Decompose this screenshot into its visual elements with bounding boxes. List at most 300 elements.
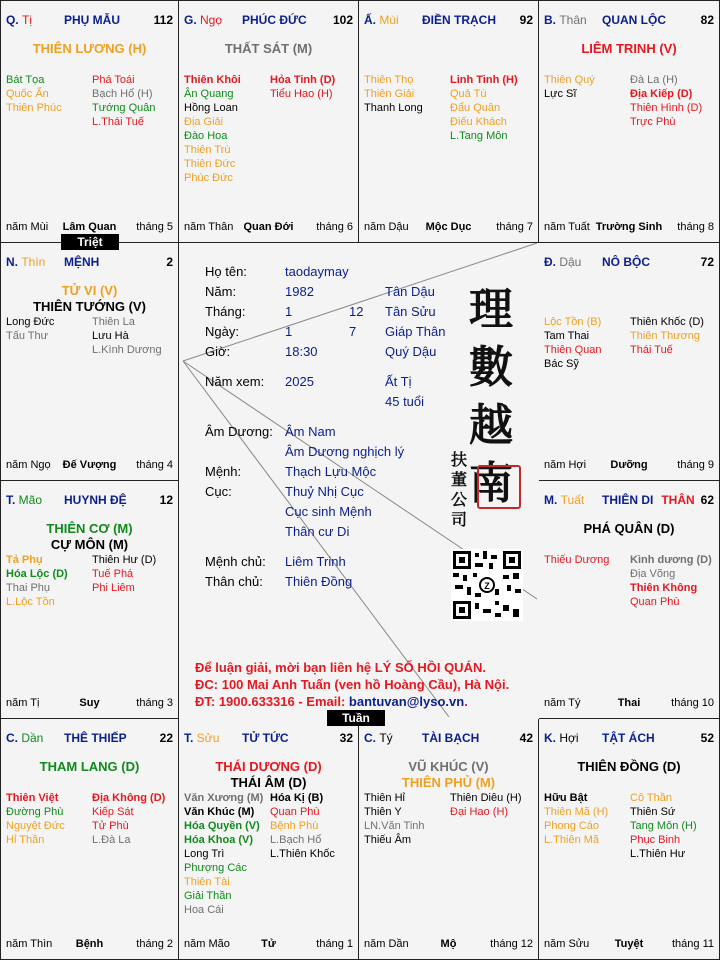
palace-footer xyxy=(6,697,173,711)
palace-month: tháng 7 xyxy=(496,221,533,233)
minor-star: Bát Tọa xyxy=(6,74,45,86)
minor-star: Thiên Quý xyxy=(544,74,595,86)
palace-header xyxy=(6,493,173,509)
palace-phase: Quan Đới xyxy=(243,221,294,233)
palace-header xyxy=(184,13,353,29)
minor-star: Quốc Ấn xyxy=(6,88,49,100)
palace-number: 92 xyxy=(519,13,533,27)
palace-2[interactable] xyxy=(359,1,539,243)
minor-star: Hóa Quyền (V) xyxy=(184,820,260,832)
palace-stem: Đ. xyxy=(544,255,560,269)
minor-star: Thai Phụ xyxy=(6,582,51,594)
minor-star: Thiên Giải xyxy=(364,88,415,100)
palace-phase: Suy xyxy=(79,697,100,709)
palace-branch xyxy=(364,731,393,745)
palace-number: 72 xyxy=(700,255,714,269)
palace-1[interactable] xyxy=(179,1,359,243)
palace-footer xyxy=(6,459,173,473)
contact-phone: ĐT: 1900.633316 - Email: xyxy=(195,694,349,709)
palace-stem: M. xyxy=(544,493,561,507)
good-stars-column xyxy=(364,791,448,847)
palace-year: năm Dậu xyxy=(364,221,409,233)
minor-star: Thiên Mã (H) xyxy=(544,806,609,818)
palace-header xyxy=(544,493,714,509)
palace-stem: C. xyxy=(6,731,22,745)
palace-footer xyxy=(544,938,714,952)
menh-value: Thạch Lựu Mộc xyxy=(285,464,377,479)
tuoi-value: 45 tuổi xyxy=(385,394,425,409)
minor-star: Tang Môn (H) xyxy=(630,820,697,832)
palace-name: THIÊN DI THÂN xyxy=(602,493,695,507)
palace-branch xyxy=(364,13,399,27)
calligraphy-small-4: 司 xyxy=(451,510,468,529)
main-star: THIÊN CƠ (M) xyxy=(46,521,133,536)
minor-star: Phượng Các xyxy=(184,862,247,874)
contact-period: . xyxy=(464,694,468,709)
minor-star: Kình dương (D) xyxy=(630,554,712,566)
nam-value: 1982 xyxy=(285,284,314,299)
palace-phase: Bệnh xyxy=(75,938,104,950)
nam-label: Năm: xyxy=(205,284,237,299)
palace-year: năm Hợi xyxy=(544,459,587,471)
palace-name: TỬ TỨC xyxy=(242,731,289,745)
gio-value: 18:30 xyxy=(285,344,318,359)
minor-star: Quả Tú xyxy=(450,88,487,100)
than-chu-value: Thiên Đồng xyxy=(285,574,353,589)
minor-star: Kiếp Sát xyxy=(92,806,134,818)
calligraphy-small-1: 扶 xyxy=(451,450,468,469)
palace-header xyxy=(364,731,533,747)
bad-stars-column xyxy=(630,315,714,357)
palace-7[interactable] xyxy=(539,481,719,719)
minor-star: Tấu Thư xyxy=(6,330,49,342)
main-star: THÁI DƯƠNG (D) xyxy=(215,759,322,774)
palace-branch-name: Mùi xyxy=(379,13,399,27)
palace-footer xyxy=(364,221,533,235)
calligraphy-char-1: 理 xyxy=(469,284,513,335)
palace-year: năm Thân xyxy=(184,221,234,233)
palace-branch xyxy=(544,255,581,269)
minor-star: Phục Binh xyxy=(630,834,681,846)
palace-branch xyxy=(6,13,32,27)
minor-star: Thiên Sứ xyxy=(630,806,676,818)
palace-5[interactable] xyxy=(539,243,719,481)
good-stars-column xyxy=(544,315,628,371)
minor-star: Đại Hao (H) xyxy=(450,806,509,818)
minor-star: Thiên Khôi xyxy=(184,74,241,86)
palace-number: 22 xyxy=(159,731,173,745)
menh-chu-label: Mệnh chủ: xyxy=(205,554,266,569)
palace-8[interactable] xyxy=(1,719,179,959)
good-stars-column xyxy=(6,73,90,115)
ngay-can-chi: Giáp Thân xyxy=(385,324,446,339)
minor-star: Quan Phù xyxy=(630,596,680,608)
palace-number: 52 xyxy=(700,731,714,745)
good-stars-column xyxy=(544,553,628,567)
tuan-badge: Tuần xyxy=(327,710,385,726)
palace-stem: K. xyxy=(544,731,560,745)
triet-badge: Triệt xyxy=(61,234,119,250)
palace-header xyxy=(184,731,353,747)
palace-6[interactable] xyxy=(1,481,179,719)
minor-star: Đẩu Quân xyxy=(450,102,501,114)
palace-stem: G. xyxy=(184,13,201,27)
minor-star: L.Thái Tuế xyxy=(92,116,144,128)
palace-month: tháng 1 xyxy=(316,938,353,950)
minor-star: Long Đức xyxy=(6,316,55,328)
minor-star: Thiếu Dương xyxy=(544,554,610,566)
seal-stamp xyxy=(477,465,521,509)
palace-footer xyxy=(544,697,714,711)
palace-phase: Trường Sinh xyxy=(595,221,663,233)
minor-star: Hỉ Thần xyxy=(6,834,45,846)
palace-4[interactable] xyxy=(1,243,179,481)
palace-name: TẬT ÁCH xyxy=(602,731,655,745)
palace-branch-name: Mão xyxy=(18,493,43,507)
nam-xem-label: Năm xem: xyxy=(205,374,265,389)
palace-branch-name: Tý xyxy=(379,731,393,745)
minor-star: Tuế Phá xyxy=(92,568,134,580)
menh-chu-value: Liêm Trinh xyxy=(285,554,346,569)
palace-stem: C. xyxy=(364,731,380,745)
minor-star: Bệnh Phù xyxy=(270,820,319,832)
minor-star: Thiên Việt xyxy=(6,792,59,804)
palace-phase: Tử xyxy=(261,938,276,950)
minor-star: Phi Liêm xyxy=(92,582,135,594)
calligraphy-small-3: 公 xyxy=(451,490,468,509)
palace-branch xyxy=(544,493,584,507)
palace-branch-name: Tị xyxy=(22,13,33,27)
qr-code[interactable] xyxy=(451,549,523,621)
minor-star: Thiên Quan xyxy=(544,344,602,356)
palace-header xyxy=(6,731,173,747)
minor-star: Địa Kiếp (D) xyxy=(630,88,693,100)
bad-stars-column xyxy=(630,73,714,129)
minor-star: Tử Phù xyxy=(92,820,129,832)
minor-star: Thiên Tài xyxy=(184,876,230,888)
palace-name: NÔ BỘC xyxy=(602,255,650,269)
minor-star: Hữu Bật xyxy=(544,792,588,804)
palace-number: 42 xyxy=(519,731,533,745)
palace-branch-name: Sửu xyxy=(196,731,220,745)
palace-branch-name: Tuất xyxy=(560,493,585,507)
palace-phase: Lâm Quan xyxy=(62,221,117,233)
am-duong-note: Âm Dương nghịch lý xyxy=(285,444,405,459)
good-stars-column xyxy=(544,791,628,847)
minor-star: Lưu Hà xyxy=(92,330,129,342)
calligraphy-small-2: 董 xyxy=(451,470,468,489)
palace-month: tháng 10 xyxy=(671,697,714,709)
main-star: THIÊN ĐỒNG (D) xyxy=(577,759,681,774)
contact-line-3 xyxy=(195,694,468,709)
palace-name: ĐIỀN TRẠCH xyxy=(422,13,496,27)
palace-month: tháng 12 xyxy=(490,938,533,950)
palace-name: THÊ THIẾP xyxy=(64,731,127,745)
minor-star: Đào Hoa xyxy=(184,130,228,142)
palace-name-extra: THÂN xyxy=(661,493,695,507)
cuc-note-1: Cục sinh Mệnh xyxy=(285,504,372,519)
minor-star: Địa Giải xyxy=(184,116,224,128)
thang-label: Tháng: xyxy=(205,304,246,319)
minor-star: Thiên Khốc (D) xyxy=(630,316,704,328)
minor-star: Phong Cáo xyxy=(544,820,600,832)
palace-branch xyxy=(544,731,579,745)
minor-star: Tam Thai xyxy=(544,330,590,342)
palace-number: 32 xyxy=(339,731,353,745)
minor-star: Linh Tinh (H) xyxy=(450,74,518,86)
minor-star: Thiên Hình (D) xyxy=(630,102,703,114)
palace-header xyxy=(6,255,173,271)
contact-email-link[interactable]: bantuvan@lyso.vn xyxy=(348,694,465,709)
main-star: THÁI ÂM (D) xyxy=(230,775,307,790)
bad-stars-column xyxy=(630,791,714,861)
minor-star: Trực Phù xyxy=(630,116,676,128)
calligraphy-char-3: 越 xyxy=(469,400,513,451)
bad-stars-column xyxy=(270,73,354,101)
palace-number: 12 xyxy=(159,493,173,507)
palace-month: tháng 4 xyxy=(136,459,173,471)
palace-branch-name: Thân xyxy=(559,13,587,27)
palace-branch xyxy=(184,13,222,27)
bad-stars-column xyxy=(450,73,534,143)
minor-star: Phá Toái xyxy=(92,74,135,86)
palace-number: 62 xyxy=(700,493,714,507)
main-star: TỬ VI (V) xyxy=(61,283,118,298)
minor-star: LN.Văn Tinh xyxy=(364,820,425,832)
minor-star: Lực Sĩ xyxy=(544,88,577,100)
palace-name: HUYNH ĐỆ xyxy=(64,493,127,507)
cuc-label: Cục: xyxy=(205,484,232,499)
good-stars-column xyxy=(544,73,628,101)
palace-branch-name: Dậu xyxy=(559,255,582,269)
palace-number: 2 xyxy=(166,255,173,269)
palace-year: năm Mùi xyxy=(6,221,49,233)
minor-star: L.Thiên Hư xyxy=(630,848,686,860)
palace-header xyxy=(544,731,714,747)
minor-star: Giải Thần xyxy=(184,890,232,902)
palace-header xyxy=(6,13,173,29)
calligraphy-char-2: 數 xyxy=(469,342,513,393)
minor-star: Bác Sỹ xyxy=(544,358,579,370)
main-star: THIÊN TƯỚNG (V) xyxy=(33,299,146,314)
minor-star: Thiên Y xyxy=(364,806,402,818)
palace-phase: Đế Vượng xyxy=(62,459,117,471)
palace-footer xyxy=(184,221,353,235)
am-duong-value: Âm Nam xyxy=(285,424,336,439)
palace-month: tháng 3 xyxy=(136,697,173,709)
minor-star: Thanh Long xyxy=(364,102,423,114)
minor-star: Hóa Lộc (D) xyxy=(6,568,68,580)
palace-phase: Mộ xyxy=(440,938,457,950)
minor-star: Thiên Thương xyxy=(630,330,701,342)
palace-number: 82 xyxy=(700,13,714,27)
palace-branch xyxy=(6,731,43,745)
minor-star: Thái Tuế xyxy=(630,344,673,356)
palace-number: 112 xyxy=(153,13,173,27)
minor-star: Tiểu Hao (H) xyxy=(270,88,333,100)
palace-phase: Tuyệt xyxy=(614,938,644,950)
minor-star: L.Tang Môn xyxy=(450,130,508,142)
minor-star: Hoa Cái xyxy=(184,904,224,916)
minor-star: Quan Phù xyxy=(270,806,320,818)
minor-star: Tướng Quân xyxy=(92,102,156,114)
palace-stem: Q. xyxy=(6,13,23,27)
main-star: THIÊN PHỦ (M) xyxy=(401,775,496,790)
palace-name: PHỤ MẪU xyxy=(64,13,120,27)
minor-star: Phúc Đức xyxy=(184,172,233,184)
main-star: LIÊM TRINH (V) xyxy=(581,41,677,56)
minor-star: Địa Võng xyxy=(630,568,676,580)
good-stars-column xyxy=(364,73,448,115)
palace-header xyxy=(364,13,533,29)
palace-month: tháng 8 xyxy=(677,221,714,233)
minor-star: Cô Thần xyxy=(630,792,672,804)
palace-name: PHÚC ĐỨC xyxy=(242,13,307,27)
center-info-panel xyxy=(179,243,537,717)
bad-stars-column xyxy=(92,315,176,357)
palace-branch xyxy=(6,493,42,507)
minor-star: Điếu Khách xyxy=(450,116,507,128)
palace-year: năm Dần xyxy=(364,938,409,950)
palace-year: năm Tị xyxy=(6,697,40,709)
palace-10[interactable] xyxy=(359,719,539,959)
good-stars-column xyxy=(6,791,90,847)
minor-star: Thiên Hư (D) xyxy=(92,554,157,566)
minor-star: Thiên Trù xyxy=(184,144,231,156)
palace-stem: N. xyxy=(6,255,22,269)
palace-3[interactable] xyxy=(539,1,719,243)
palace-branch xyxy=(184,731,219,745)
palace-stem: T. xyxy=(184,731,197,745)
minor-star: Thiên Phúc xyxy=(6,102,62,114)
palace-name: TÀI BẠCH xyxy=(422,731,480,745)
palace-footer xyxy=(544,221,714,235)
bad-stars-column xyxy=(92,791,176,847)
minor-star: Nguyệt Đức xyxy=(6,820,65,832)
palace-9[interactable] xyxy=(179,719,359,959)
ngay-label: Ngày: xyxy=(205,324,239,339)
palace-year: năm Thìn xyxy=(6,938,53,950)
than-chu-label: Thân chủ: xyxy=(205,574,263,589)
bad-stars-column xyxy=(92,73,176,129)
calligraphy-char-4: 南 xyxy=(469,458,513,509)
palace-stem: B. xyxy=(544,13,560,27)
minor-star: Văn Xương (M) xyxy=(184,792,264,804)
palace-branch-name: Ngọ xyxy=(200,13,223,27)
palace-branch xyxy=(6,255,45,269)
minor-star: Địa Không (D) xyxy=(92,792,166,804)
palace-month: tháng 6 xyxy=(316,221,353,233)
palace-year: năm Ngọ xyxy=(6,459,51,471)
minor-star: Thiên Không xyxy=(630,582,698,594)
palace-stem: T. xyxy=(6,493,19,507)
cuc-value: Thuỷ Nhị Cục xyxy=(285,484,364,499)
minor-star: Hồng Loan xyxy=(184,102,238,114)
good-stars-column xyxy=(6,315,90,343)
palace-year: năm Tý xyxy=(544,697,581,709)
minor-star: L.Đà La xyxy=(92,834,131,846)
minor-star: Đà La (H) xyxy=(630,74,678,86)
ngay-am: 7 xyxy=(349,324,357,339)
gio-label: Giờ: xyxy=(205,344,231,359)
minor-star: Đường Phù xyxy=(6,806,64,818)
palace-header xyxy=(544,255,714,271)
palace-year: năm Mão xyxy=(184,938,230,950)
nam-xem-value: 2025 xyxy=(285,374,314,389)
minor-star: Hóa Kị (B) xyxy=(270,792,324,804)
am-duong-label: Âm Dương: xyxy=(205,424,273,439)
palace-11[interactable] xyxy=(539,719,719,959)
palace-number: 102 xyxy=(332,13,353,27)
minor-star: L.Thiên Mã xyxy=(544,834,600,846)
good-stars-column xyxy=(184,791,268,917)
cuc-note-2: Thân cư Di xyxy=(285,524,350,539)
palace-month: tháng 11 xyxy=(671,938,714,950)
main-star: THAM LANG (D) xyxy=(39,759,140,774)
palace-footer xyxy=(6,221,173,235)
bad-stars-column xyxy=(92,553,176,595)
nam-xem-can-chi: Ất Tị xyxy=(385,374,412,389)
minor-star: Thiên Diêu (H) xyxy=(450,792,522,804)
palace-footer xyxy=(544,459,714,473)
palace-month: tháng 5 xyxy=(136,221,173,233)
palace-phase: Thai xyxy=(617,697,641,709)
contact-line-1: Để luận giải, mời bạn liên hệ LÝ SỐ HỒI QUÁN. xyxy=(195,660,486,675)
thang-am: 12 xyxy=(349,304,364,319)
palace-phase: Mộc Dục xyxy=(425,221,472,233)
minor-star: Văn Khúc (M) xyxy=(184,806,255,818)
good-stars-column xyxy=(184,73,268,185)
minor-star: Ân Quang xyxy=(184,88,234,100)
palace-name: QUAN LỘC xyxy=(602,13,666,27)
palace-0[interactable] xyxy=(1,1,179,243)
minor-star: Thiên Hỉ xyxy=(364,792,405,804)
minor-star: Tả Phụ xyxy=(6,554,43,566)
minor-star: Thiên Đức xyxy=(184,158,236,170)
palace-header xyxy=(544,13,714,29)
ngay-value: 1 xyxy=(285,324,293,339)
good-stars-column xyxy=(6,553,90,609)
main-star: PHÁ QUÂN (D) xyxy=(583,521,675,536)
palace-footer xyxy=(6,938,173,952)
minor-star: L.Kình Dương xyxy=(92,344,162,356)
palace-name: MỆNH xyxy=(64,255,100,269)
bad-stars-column xyxy=(450,791,534,819)
palace-stem: Ấ. xyxy=(364,13,380,27)
minor-star: Lộc Tồn (B) xyxy=(544,316,602,328)
minor-star: Bạch Hổ (H) xyxy=(92,88,153,100)
minor-star: Long Trì xyxy=(184,848,225,860)
contact-line-2: ĐC: 100 Mai Anh Tuấn (ven hồ Hoàng Cầu), Hà Nội. xyxy=(195,677,510,692)
minor-star: L.Bạch Hổ xyxy=(270,834,322,846)
palace-year: năm Sửu xyxy=(544,938,590,950)
palace-footer xyxy=(364,938,533,952)
menh-label: Mệnh: xyxy=(205,464,242,479)
main-star: VŨ KHÚC (V) xyxy=(408,759,489,774)
palace-branch-name: Dần xyxy=(21,731,44,745)
minor-star: Thiên La xyxy=(92,316,135,328)
main-star: THẤT SÁT (M) xyxy=(224,41,313,56)
minor-star: L.Lộc Tồn xyxy=(6,596,55,608)
thang-can-chi: Tân Sửu xyxy=(385,304,436,319)
svg-text:Z: Z xyxy=(484,581,490,591)
minor-star: L.Thiên Khốc xyxy=(270,848,335,860)
palace-footer xyxy=(184,938,353,952)
palace-branch xyxy=(544,13,587,27)
minor-star: Thiếu Âm xyxy=(364,834,412,846)
ho-ten-label: Họ tên: xyxy=(205,264,247,279)
ho-ten-value: taodaymay xyxy=(285,264,349,279)
